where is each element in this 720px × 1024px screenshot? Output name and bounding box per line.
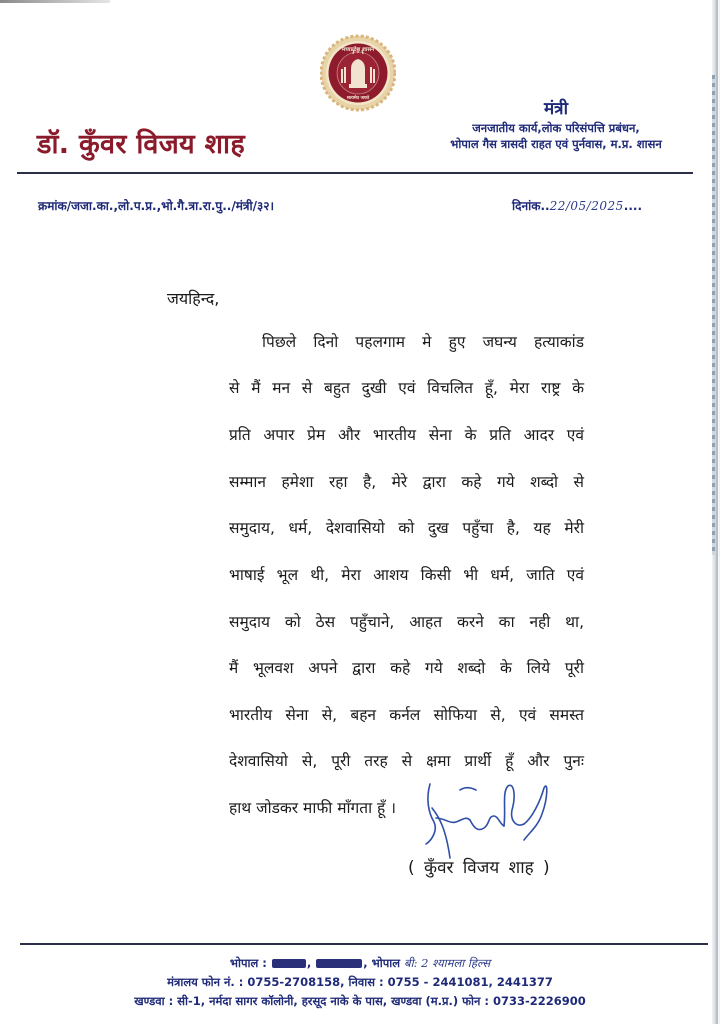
letter-line: देशवासियो से, पूरी तरह से क्षमा प्रार्थी हूँ और पुनः — [229, 752, 584, 770]
svg-text:मध्यप्रदेश शासन: मध्यप्रदेश शासन — [341, 47, 375, 53]
footer-handwritten-address: बी: 2 श्यामला हिल्स — [404, 956, 491, 970]
date-label: दिनांक.. — [512, 199, 550, 213]
letter-line: भारतीय सेना से, बहन कर्नल सोफिया से, एवं समस्त — [229, 706, 584, 724]
scan-shadow — [0, 0, 110, 3]
letter-greeting: जयहिन्द, — [167, 289, 220, 308]
letter-line: प्रति अपार प्रेम और भारतीय सेना के प्रति आदर एवं — [229, 426, 584, 444]
footer-khandwa-address: खण्डवा : सी-1, नर्मदा सागर कॉलोनी, हरसूद नाके के पास, खण्डवा (म.प्र.) फोन : 0733-2226900 — [134, 994, 586, 1008]
letter-line: मैं भूलवश अपने द्वारा कहे गये शब्दो के लिये पूरी — [229, 659, 584, 677]
redacted-text — [316, 959, 362, 968]
reference-number — [38, 197, 274, 214]
redacted-text — [272, 959, 306, 968]
designation-role: मंत्री — [544, 99, 568, 119]
letter-line: समुदाय, धर्म, देशवासियो को दुख पहुँचा है, यह मेरी — [229, 519, 584, 537]
date-field — [512, 197, 642, 214]
letter-line: सम्मान हमेशा रहा है, मेरे द्वारा कहे गये शब्दो से — [229, 473, 584, 491]
letter-line: से मैं मन से बहुत दुखी एवं विचलित हूँ, मेरा राष्ट्र के — [229, 379, 584, 397]
government-emblem-icon — [320, 33, 396, 113]
date-suffix: .... — [623, 199, 642, 213]
footer-bhopal-address: भोपाल : , , भोपाल बी: 2 श्यामला हिल्स — [229, 956, 491, 970]
minister-name: डॉ. कुँवर विजय शाह — [37, 129, 245, 160]
reference-value: ३२। — [257, 199, 275, 213]
svg-text:सत्यमेव जयते: सत्यमेव जयते — [346, 96, 370, 101]
header-divider — [17, 172, 693, 174]
date-value: 22/05/2025 — [549, 199, 624, 213]
letter-line: भाषाई भूल थी, मेरा आशय किसी भी धर्म, जाति एवं — [229, 566, 584, 584]
letter-line: पिछले दिनो पहलगाम मे हुए जघन्य हत्याकांड — [262, 333, 584, 351]
department-line-1: जनजातीय कार्य,लोक परिसंपत्ति प्रबंधन, — [472, 121, 640, 135]
footer-ministry-phone: मंत्रालय फोन नं. : 0755-2708158, निवास : 0755 - 2441081, 2441377 — [167, 975, 553, 989]
reference-label: क्रमांक/जजा.का.,लो.प.प्र.,भो.गै.त्रा.रा.पु../मंत्री/ — [38, 199, 258, 213]
letter-line: समुदाय को ठेस पहुँचाने, आहत करने का नही था, — [229, 613, 584, 631]
footer-bhopal-suffix: , भोपाल — [363, 956, 401, 970]
letter-line: हाथ जोडकर माफी माँगता हूँ । — [229, 799, 397, 817]
footer-divider — [20, 943, 708, 945]
page-binding-edge — [712, 75, 715, 555]
designation-block — [420, 98, 692, 152]
footer-bhopal-label: भोपाल : — [229, 956, 267, 970]
signatory-name: ( कुँवर विजय शाह ) — [408, 858, 550, 878]
department-line-2: भोपाल गैस त्रासदी राहत एवं पुर्नवास, म.प्र. शासन — [450, 137, 662, 151]
